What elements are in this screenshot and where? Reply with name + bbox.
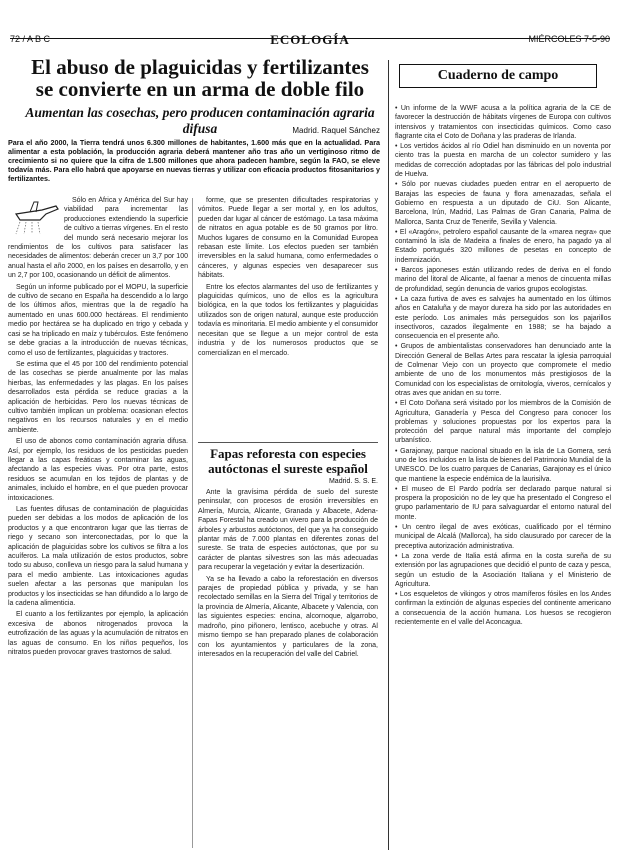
list-item: • Los vertidos ácidos al río Odiel han disminuido en un noventa por ciento tras la puesta en marcha de un colector sumidero y las medidas de corrección adoptadas por las fábricas del polo industrial de Huelva. bbox=[395, 143, 611, 179]
page-header bbox=[10, 4, 610, 47]
sidebar-article-byline: Madrid. S. S. E. bbox=[328, 478, 378, 485]
list-item: • El museo de El Pardo podría ser declarado parque natural si prospera la proposición no de ley que ha presentado el Congreso el grupo parlamentario de IU para salvaguardar el entorno natural del monte. bbox=[395, 485, 611, 521]
paragraph: Las fuentes difusas de contaminación de plaguicidas pueden ser debidas a los modos de aplicación de los productos y a que encontraron lugar que las tierras de riego y secano son interconectadas, por lo que la aplicación de plaguicidas sobre los cultivos se filtra a los acuíferos. La mala utilización de estos productos, sobre todo su abuso, conlleva un riesgo para la salud humana y para el medio ambiente. Las intoxicaciones agudas suelen afectar a las personas que manipulan los productos y los insecticidas se han difundido a lo largo de la cadena alimenticia. bbox=[8, 506, 188, 608]
article-subheadline: Aumentan las cosechas, pero producen contaminación agraria difusa bbox=[25, 105, 375, 136]
column-divider bbox=[192, 198, 193, 848]
paragraph: Ante la gravísima pérdida de suelo del sureste peninsular, con procesos de erosión irreversibles en Almería, Murcia, Alicante, Granada y Albacete, Adena-Fapas Forestal ha creado un vivero para la producción de árboles y arbustos autóctonos, del que ya ha conseguido plantar más de 7.000 plantas en diferentes zonas del sureste. Se trata de especies autóctonas, que por su carácter de plantas silvestres son las más adecuadas para recuperar la vegetación y evitar la desertización. bbox=[198, 489, 378, 572]
page-label: 72 / A B C bbox=[10, 34, 51, 44]
list-item: • La caza furtiva de aves es salvajes ha aumentado en los últimos años en Cataluña y de mayor dureza ha sido por las autoridades en este período. Los animales más perseguidos son los pajarillos insectívoros, cazados ilegalmente en 1988; se ha bajado a consecuencia en el presente año. bbox=[395, 295, 611, 341]
issue-date: MIÉRCOLES 7-5-90 bbox=[528, 34, 610, 44]
list-item: • Un informe de la WWF acusa a la política agraria de la CE de favorecer la destrucción de hábitats vírgenes de Europa con cultivos intensivos y tratamientos con insecticidas químicos. Como caso flagrante cita el Coto de Doñana y las praderas de Irlanda. bbox=[395, 105, 611, 140]
list-item: • Los esqueletos de vikingos y otros mamíferos fósiles en los Andes confirman la extinción de algunas especies del continente americano a consecuencia de la acción humana. Los huesos se recogieron recientemente en el valle del Aconcagua. bbox=[395, 591, 611, 627]
list-item: • Un centro ilegal de aves exóticas, cualificado por el término municipal de Alcalá (Mallorca), ha sido clausurado por carecer de la preceptiva autorización administrativa. bbox=[395, 524, 611, 550]
list-item: • Garajonay, parque nacional situado en la isla de La Gomera, será uno de los incluidos en la lista de bienes del Patrimonio Mundial de la UNESCO. De los cuatro parques de Canarias, Garajonay es el único que mantiene la especie endémica de la laurisilva. bbox=[395, 447, 611, 483]
paragraph: Según un informe publicado por el MOPU, la superficie de cultivo de secano en España ha descendido a lo largo de los últimos años, mientras que la de regadío ha aumentado en unas 600.000 hectáreas. El rendimiento medio por hectárea se ha duplicado en trigo y cebada y casi se ha triplicado en maíz y tubérculos. Este fenómeno se debe gracias a la introducción de nuevas técnicas, como el uso de fertilizantes, plaguicidas y tractores. bbox=[8, 283, 188, 357]
sidebar-title: Cuaderno de campo bbox=[399, 64, 597, 88]
list-item: • Sólo por nuevas ciudades pueden entrar en el aeropuerto de Barajas las especies de fauna y flora amenazadas, señala el Gobierno en respuesta a un diputado de CiU. Son Alicante, Barcelona, Irún, Madrid, Las Palmas de Gran Canaria, Palma de Mallorca, Santa Cruz de Tenerife, Sevilla y Valencia. bbox=[395, 181, 611, 226]
paragraph: Se estima que el 45 por 100 del rendimiento potencial de las cosechas se pierde anualmente por las malas hierbas, las enfermedades y las plagas. En los países desarrollados esta pérdida se reduce gracias a la aplicación de herbicidas. Pero los nuevas técnicas de cultivo también implican un problema: ocasionan efectos negativos en los recursos naturales y en el medio ambiente. bbox=[8, 360, 188, 434]
section-title: ECOLOGÍA bbox=[270, 32, 350, 47]
list-item: • Grupos de ambientalistas conservadores han denunciado ante la Dirección General de Bellas Artes para rescatar la iglesia parroquial de Colmenar Viejo con un proyecto que compromete el medio ambiente de uno de los monumentos más prestigiosos de la Comunidad con los especialistas de ornitología, viveros, cernícalos y otras aves que anidan en su torre. bbox=[395, 343, 611, 397]
paragraph: Ya se ha llevado a cabo la reforestación en diversos parajes de propiedad pública y privada, y se han recolectado semillas en la Sierra del Trigal y territorios de la provincia de Almería, Alicante, Albacete y Valencia, con las siguientes especies: encina, alcornoque, algarrobo, madroño, pino piñonero, lentisco, acebuche y otras. Al mismo tiempo se han preparado planes de colaboración con los ayuntamientos y particulares de la zona, interesados en la recuperación del valle del Cabriel. bbox=[198, 575, 378, 658]
sidebar-article-body bbox=[198, 488, 378, 846]
paragraph: forme, que se presenten dificultades respiratorias y vómitos. Puede llegar a ser mortal y, en los adultos, pueden dar lugar al cáncer de estómago. La tasa máxima de nitratos en agua potable es de 50 gramos por litro. Muchos lugares de consumo en la Comunidad Europea rebasan este límite. Los efectos pueden ser también irreversibles en la salud humana, como enfermedades o cánceres, y algunas especies ven desaparecer sus hábitats. bbox=[198, 197, 378, 280]
article-lead: Para el año 2000, la Tierra tendrá unos 6.300 millones de habitantes, 1.600 más que en la actualidad. Para alimentar a esta población, la producción agraria deberá mantener año tras año un vertiginoso ritmo de crecimiento si no quiere que la cifra de 1.500 millones que ahora padecen hambre, según la FAO, se eleve todavía más. Para ello habrá que apoyarse en nuevas tierras y utilizar con eficacia productos fitosanitarios y fertilizantes. bbox=[8, 138, 380, 183]
article-column-2 bbox=[198, 196, 378, 444]
article-headline: El abuso de plaguicidas y fertilizantes se convierte en un arma de doble filo bbox=[31, 55, 369, 101]
list-item: • Barcos japoneses están utilizando redes de deriva en el fondo marino del litoral de Alicante, al faenar a menos de cincuenta millas de profundidad, según denuncia de varios grupos ecologistas. bbox=[395, 267, 611, 293]
list-item: • El Coto Doñana será visitado por los miembros de la Comisión de Agricultura, Ganadería y Pesca del Congreso para conocer los problemas y soluciones propuestas por los expertos para la protección del parque natural más importante del complejo urbanístico. bbox=[395, 400, 611, 445]
list-item: • La zona verde de Italia está afirma en la costa sureña de su extensión por las agrupaciones que decidió el punto de caza y pesca, según un estudio de la Asociación Italiana y el Ministerio de Agricultura. bbox=[395, 552, 611, 588]
paragraph: Entre los efectos alarmantes del uso de fertilizantes y plaguicidas químicos, uno de ellos es la agricultura biológica, en la que todos los fertilizantes y plaguicidas utilizados son de origen natural, aunque este producción todavía es minoritaria. El medio ambiente y el consumidor necesitan que se llegue a un mejor control de esta industria y de los numerosos productos que se comercializan en el mercado. bbox=[198, 283, 378, 357]
paragraph: El cuanto a los fertilizantes por ejemplo, la aplicación excesiva de abonos nitrogenados provoca la eutrofización de las aguas y la acumulación de nitratos en las aguas de consumo. En los niños pequeños, los nitratos pueden provocar graves trastornos de salud. bbox=[8, 611, 188, 657]
sidebar-article-title: Fapas reforesta con especies autóctonas el sureste español bbox=[208, 446, 368, 476]
sidebar-items bbox=[395, 104, 611, 844]
spraying-plane-icon bbox=[12, 200, 64, 236]
section-divider bbox=[198, 442, 378, 443]
article-byline: Madrid. Raquel Sánchez bbox=[292, 126, 380, 135]
list-item: • El «Aragón», petrolero español causante de la «marea negra» que contaminó la isla de Madeira a finales de enero, ha pagado ya al Estado portugués 320 millones de pesetas en concepto de indemnización. bbox=[395, 228, 611, 264]
paragraph: El uso de abonos como contaminación agraria difusa. Así, por ejemplo, los residuos de los pesticidas pueden llegar a las capas freáticas y contaminar las aguas, afectando a las especies vivas. Por otra parte, estos residuos se acumulan en los tejidos de plantas y de animales, incluido el hombre, en el que pueden provocar intoxicaciones. bbox=[8, 438, 188, 502]
field-notebook-sidebar bbox=[388, 60, 615, 850]
paragraph: Sólo en África y América del Sur hay viabilidad para incrementar las producciones extendiendo la superficie de cultivo a tierras vírgenes. En el resto del mundo será necesario mejorar los rendimientos de los cultivos para satisfacer las necesidades de alimentos: deberán crecer un 3,7 por 100 anual hasta el año 2000, en los países en desarrollo, y en un 2,7 por 100, ocasionando un déficit de alimentos. bbox=[8, 197, 188, 280]
sidebar-article-header bbox=[198, 446, 378, 485]
article-column-1 bbox=[8, 196, 188, 846]
